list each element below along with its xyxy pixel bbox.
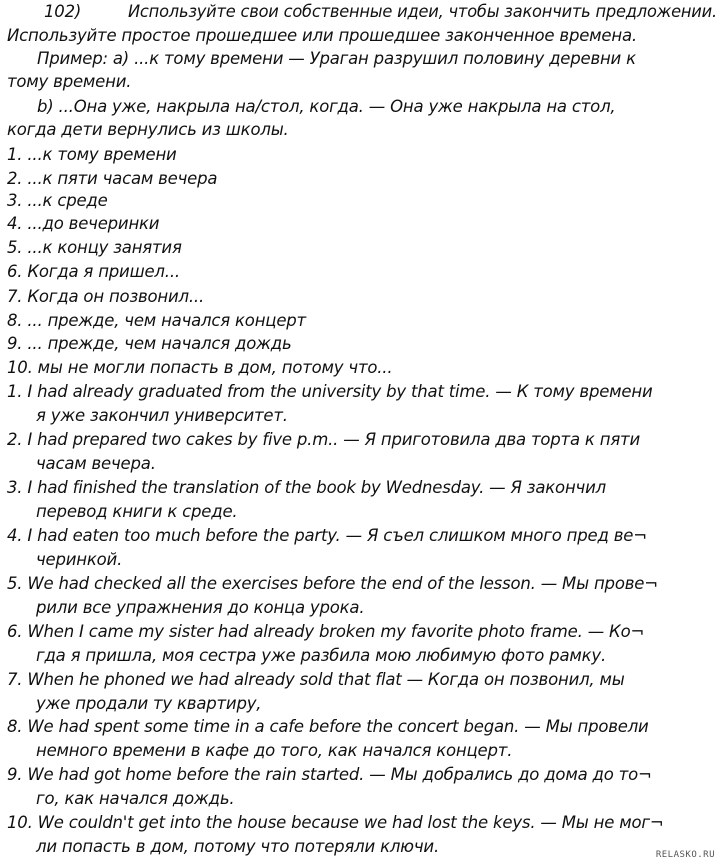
answer-5-line-1: 5. We had checked all the exercises before the end of the lesson. — Мы прове¬ — [7, 574, 658, 593]
answer-9-line-2: го, как начался дождь. — [36, 789, 235, 808]
answer-10-line-2: ли попасть в дом, потому что потеряли ключи. — [36, 837, 439, 856]
example-a-line-2: тому времени. — [7, 72, 132, 91]
answer-8-line-2: немного времени в кафе до того, как начался концерт. — [36, 741, 513, 760]
answer-2-line-1: 2. I had prepared two cakes by five p.m.. — Я приготовила два торта к пяти — [7, 430, 640, 449]
prompt-item-2: 2. ...к пяти часам вечера — [7, 169, 218, 188]
prompt-item-4: 4. ...до вечеринки — [7, 214, 160, 233]
exercise-number: 102) — [44, 2, 82, 21]
example-a-line-1: Пример: а) ...к тому времени — Ураган разрушил половину деревни к — [37, 49, 636, 68]
answer-9-line-1: 9. We had got home before the rain started. — Мы добрались до дома до то¬ — [7, 765, 652, 784]
answer-2-line-2: часам вечера. — [36, 454, 156, 473]
answer-6-line-1: 6. When I came my sister had already broken my favorite photo frame. — Ко¬ — [7, 622, 645, 641]
answer-8-line-1: 8. We had spent some time in a cafe before the concert began. — Мы провели — [7, 717, 649, 736]
prompt-item-3: 3. ...к среде — [7, 191, 108, 210]
answer-5-line-2: рили все упражнения до конца урока. — [36, 598, 365, 617]
prompt-item-8: 8. ... прежде, чем начался концерт — [7, 311, 306, 330]
answer-6-line-2: гда я пришла, моя сестра уже разбила мою любимую фото рамку. — [36, 646, 606, 665]
instruction-line-2: Используйте простое прошедшее или прошедшее законченное времена. — [7, 26, 637, 45]
answer-1-line-2: я уже закончил университет. — [36, 406, 288, 425]
watermark: RELASKO.RU — [655, 850, 715, 860]
prompt-item-10: 10. мы не могли попасть в дом, потому что... — [7, 358, 393, 377]
answer-4-line-1: 4. I had eaten too much before the party. — Я съел слишком много пред ве¬ — [7, 526, 647, 545]
prompt-item-6: 6. Когда я пришел... — [7, 262, 180, 281]
answer-3-line-2: перевод книги к среде. — [36, 502, 238, 521]
instruction-line-1: Используйте свои собственные идеи, чтобы закончить предложении. — [128, 2, 717, 21]
prompt-item-7: 7. Когда он позвонил... — [7, 287, 205, 306]
answer-1-line-1: 1. I had already graduated from the university by that time. — К тому времени — [7, 382, 653, 401]
answer-7-line-2: уже продали ту квартиру, — [36, 694, 262, 713]
prompt-item-5: 5. ...к концу занятия — [7, 238, 182, 257]
prompt-item-9: 9. ... прежде, чем начался дождь — [7, 334, 292, 353]
example-b-line-2: когда дети вернулись из школы. — [7, 120, 289, 139]
answer-7-line-1: 7. When he phoned we had already sold that flat — Когда он позвонил, мы — [7, 670, 625, 689]
answer-10-line-1: 10. We couldn't get into the house because we had lost the keys. — Мы не мог¬ — [7, 813, 664, 832]
example-b-line-1: b) ...Она уже, накрыла на/стол, когда. — Она уже накрыла на стол, — [37, 97, 616, 116]
answer-3-line-1: 3. I had finished the translation of the book by Wednesday. — Я закончил — [7, 478, 606, 497]
answer-4-line-2: черинкой. — [36, 550, 123, 569]
prompt-item-1: 1. ...к тому времени — [7, 145, 177, 164]
